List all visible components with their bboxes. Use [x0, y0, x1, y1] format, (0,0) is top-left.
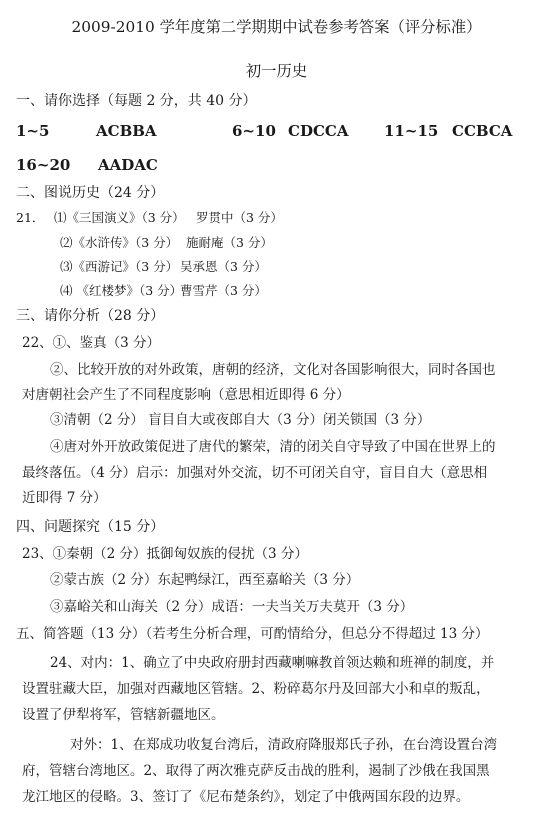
answer-line: 府，管辖台湾地区。2、取得了两次雅克萨反击战的胜利，遏制了沙俄在我国黑: [22, 763, 490, 779]
section4-heading: 四、问题探究（15 分）: [16, 519, 165, 535]
novel-author: 曹雪芹（3 分）: [180, 283, 267, 298]
novel-item: ⑴《三国演义》（3 分）: [54, 210, 185, 225]
answer-line: 最终落伍。（4 分）启示：加强对外交流，切不可闭关自守，盲目自大（意思相: [22, 465, 488, 481]
answer-letters: ACBBA: [96, 122, 157, 140]
answer-line: 龙江地区的侵略。3、签订了《尼布楚条约》，划定了中俄两国东段的边界。: [22, 789, 470, 805]
section3-heading: 三、请你分析（28 分）: [16, 308, 165, 324]
answer-range: 1~5: [16, 122, 50, 140]
section5-heading: 五、简答题（13 分）（若考生分析合理，可酌情给分，但总分不得超过 13 分）: [16, 626, 489, 642]
answer-line: ②蒙古族（2 分）东起鸭绿江，西至嘉峪关（3 分）: [50, 572, 360, 588]
answer-range: 16~20: [16, 156, 71, 174]
novel-item: ⑵《水浒传》（3 分）: [60, 235, 179, 250]
answer-line: 近即得 7 分）: [22, 490, 107, 506]
question-21-number: 21．: [16, 210, 45, 225]
answer-line: ③嘉峪关和山海关（2 分）成语：一夫当关万夫莫开（3 分）: [50, 599, 414, 615]
answer-range: 11~15: [384, 122, 439, 140]
novel-item: ⑷ 《红楼梦》（3 分）: [60, 283, 183, 298]
novel-author: 吴承恩（3 分）: [180, 259, 267, 274]
section2-heading: 二、图说历史（24 分）: [16, 185, 165, 201]
answer-line: ③清朝（2 分） 盲目自大或夜郎自大（3 分）闭关锁国（3 分）: [50, 412, 431, 428]
answer-range: 6~10: [232, 122, 276, 140]
answer-line: 设置了伊犁将军，管辖新疆地区。: [22, 707, 225, 723]
answer-line: 设置驻藏大臣，加强对西藏地区管辖。2、粉碎葛尔丹及回部大小和卓的叛乱，: [22, 681, 490, 697]
answer-line: 对唐朝社会产生了不同程度影响（意思相近即得 6 分）: [22, 387, 350, 403]
novel-author: 罗贯中（3 分）: [196, 210, 283, 225]
document-title: 2009-2010 学年度第二学期期中试卷参考答案（评分标准）: [71, 18, 482, 36]
answer-line: ②、比较开放的对外政策，唐朝的经济，文化对各国影响很大，同时各国也: [50, 362, 496, 378]
section1-heading: 一、请你选择（每题 2 分，共 40 分）: [16, 93, 257, 109]
answer-letters: CDCCA: [288, 122, 349, 140]
document-subtitle: 初一历史: [245, 62, 308, 80]
answer-line: 24、对内：1、确立了中央政府册封西藏喇嘛教首领达赖和班禅的制度，并: [50, 655, 495, 671]
answer-letters: AADAC: [98, 156, 158, 174]
answer-line: 23、①秦朝（2 分）抵御匈奴族的侵扰（3 分）: [22, 546, 308, 562]
answer-line: ④唐对外开放政策促进了唐代的繁荣，清的闭关自守导致了中国在世界上的: [50, 439, 496, 455]
answer-line: 对外：1、在郑成功收复台湾后，清政府降服郑氏子孙，在台湾设置台湾: [70, 737, 498, 753]
answer-line: 22、①、鉴真（3 分）: [22, 335, 161, 351]
answer-letters: CCBCA: [452, 122, 513, 140]
novel-item: ⑶《西游记》（3 分）: [60, 259, 179, 274]
novel-author: 施耐庵（3 分）: [186, 235, 273, 250]
